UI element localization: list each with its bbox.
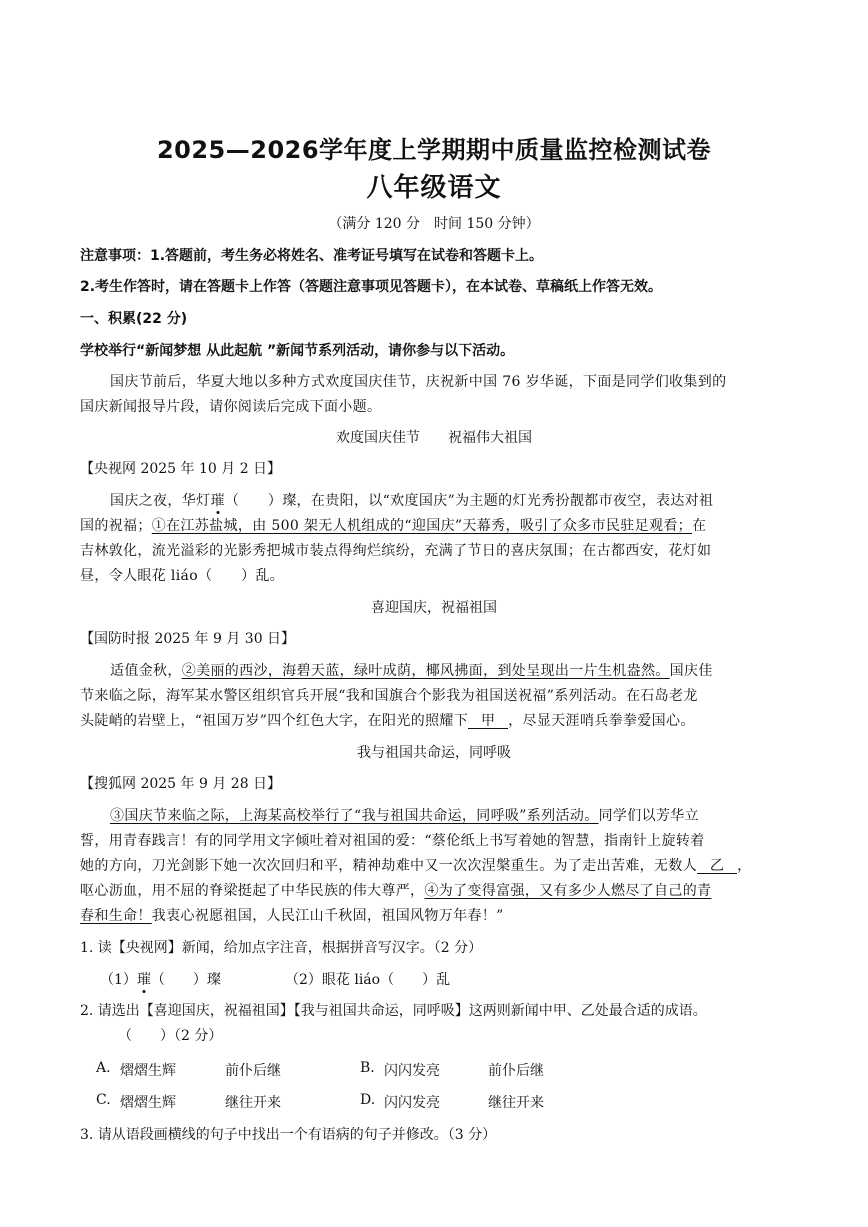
q1-part-2: （2）眼花 liáo（ ）乱 bbox=[285, 972, 451, 988]
q2-option-c[interactable]: C. bbox=[96, 1092, 111, 1108]
q2-option-c-word1: 熠熠生辉 bbox=[120, 1095, 176, 1111]
section-heading: 一、积累(22 分) bbox=[80, 311, 188, 327]
q2-option-d[interactable]: D. bbox=[360, 1092, 376, 1108]
intro-line-2: 国庆新闻报导片段，请你阅读后完成下面小题。 bbox=[80, 399, 382, 415]
q2-option-b-word1: 闪闪发亮 bbox=[384, 1063, 440, 1079]
intro-line-1: 国庆节前后，华夏大地以多种方式欢度国庆佳节，庆祝新中国 76 岁华诞，下面是同学们收集到的 bbox=[110, 374, 727, 390]
news2-source: 【国防时报 2025 年 9 月 30 日】 bbox=[80, 631, 296, 647]
news3-source: 【搜狐网 2025 年 9 月 28 日】 bbox=[80, 776, 282, 792]
q2-stem: 2. 请选出【喜迎国庆，祝福祖国】【我与祖国共命运，同呼吸】这两则新闻中甲、乙处最合适的成语。 bbox=[80, 1003, 707, 1019]
activity-intro: 学校举行“新闻梦想 从此起航 ”新闻节系列活动，请你参与以下活动。 bbox=[80, 343, 515, 359]
news3-line-1: ③国庆节来临之际，上海某高校举行了“我与祖国共命运，同呼吸”系列活动。同学们以芳华立 bbox=[110, 808, 700, 824]
underlined-sentence-3: ③国庆节来临之际，上海某高校举行了“我与祖国共命运，同呼吸”系列活动。 bbox=[110, 808, 599, 824]
q2-stem-cont: （ ）（2 分） bbox=[118, 1028, 223, 1044]
blank-jia: 甲 bbox=[468, 714, 508, 729]
dotted-char: 璀 bbox=[136, 972, 151, 988]
news3-line-3: 她的方向，刀光剑影下她一次次回归和平，精神劫难中又一次次涅槃重生。为了走出苦难，无数人 乙 ， bbox=[80, 858, 752, 874]
news3-line-4: 呕心沥血，用不屈的脊梁挺起了中华民族的伟大尊严，④为了变得富强，又有多少人燃尽了自己的青 bbox=[80, 883, 712, 899]
q2-option-c-word2: 继往开来 bbox=[225, 1095, 281, 1111]
news3-line-2: 誓，用青春践言！有的同学用文字倾吐着对祖国的爱：“蔡伦纸上书写着她的智慧，指南针上旋转着 bbox=[80, 833, 705, 849]
underlined-sentence-4: ④为了变得富强，又有多少人燃尽了自己的青 bbox=[424, 883, 712, 899]
q1-part-1: （1）璀（ ）璨 bbox=[100, 972, 221, 988]
blank-yi: 乙 bbox=[697, 859, 737, 874]
q2-option-a-word2: 前仆后继 bbox=[225, 1063, 281, 1079]
exam-info: （满分 120 分 时间 150 分钟） bbox=[328, 216, 540, 232]
exam-title: 2025—2026学年度上学期期中质量监控检测试卷 bbox=[156, 136, 712, 164]
news2-line-3: 头陡峭的岩壁上，“祖国万岁”四个红色大字，在阳光的照耀下 甲 ，尽显天涯哨兵拳拳爱国心。 bbox=[80, 713, 695, 729]
news3-headline: 我与祖国共命运，同呼吸 bbox=[357, 745, 511, 761]
news1-headline: 欢度国庆佳节 祝福伟大祖国 bbox=[336, 430, 532, 446]
news1-line-3: 吉林敦化，流光溢彩的光影秀把城市装点得绚烂缤纷，充满了节日的喜庆氛围；在古都西安，花灯如 bbox=[80, 543, 712, 559]
dotted-char: 璀 bbox=[210, 493, 225, 509]
notice-line-1: 注意事项：1.答题前，考生务必将姓名、准考证号填写在试卷和答题卡上。 bbox=[80, 248, 544, 264]
q2-option-b-word2: 前仆后继 bbox=[488, 1063, 544, 1079]
news1-line-1: 国庆之夜，华灯璀（ ）璨，在贵阳，以“欢度国庆”为主题的灯光秀扮靓都市夜空，表达对祖 bbox=[110, 493, 714, 509]
news3-line-5: 春和生命！我衷心祝愿祖国，人民江山千秋固，祖国风物万年春！” bbox=[80, 908, 504, 924]
underlined-sentence-4-cont: 春和生命！ bbox=[80, 908, 152, 924]
q2-option-d-word1: 闪闪发亮 bbox=[384, 1095, 440, 1111]
q3-stem: 3. 请从语段画横线的句子中找出一个有语病的句子并修改。（3 分） bbox=[80, 1127, 497, 1143]
news1-line-4: 昼，令人眼花 liáo（ ）乱。 bbox=[80, 568, 285, 584]
news1-line-2: 国的祝福；①在江苏盐城，由 500 架无人机组成的“迎国庆”天幕秀，吸引了众多市民驻足观看；在 bbox=[80, 518, 707, 534]
notice-line-2: 2.考生作答时，请在答题卡上作答（答题注意事项见答题卡），在本试卷、草稿纸上作答无效。 bbox=[80, 279, 663, 295]
q1-stem: 1. 读【央视网】新闻，给加点字注音，根据拼音写汉字。（2 分） bbox=[80, 940, 483, 956]
news2-line-2: 节来临之际，海军某水警区组织官兵开展“我和国旗合个影我为祖国送祝福”系列活动。在石岛老龙 bbox=[80, 688, 698, 704]
q2-option-b[interactable]: B. bbox=[360, 1060, 375, 1076]
news1-source: 【央视网 2025 年 10 月 2 日】 bbox=[80, 461, 282, 477]
underlined-sentence-1: ①在江苏盐城，由 500 架无人机组成的“迎国庆”天幕秀，吸引了众多市民驻足观看； bbox=[151, 518, 693, 534]
q2-option-a[interactable]: A. bbox=[96, 1060, 111, 1076]
exam-subject: 八年级语文 bbox=[366, 173, 502, 203]
q2-option-d-word2: 继往开来 bbox=[488, 1095, 544, 1111]
underlined-sentence-2: ②美丽的西沙，海碧天蓝，绿叶成荫，椰风拂面，到处呈现出一片生机盎然。 bbox=[181, 663, 670, 679]
q2-option-a-word1: 熠熠生辉 bbox=[120, 1063, 176, 1079]
news2-headline: 喜迎国庆，祝福祖国 bbox=[371, 600, 497, 616]
news2-line-1: 适值金秋，②美丽的西沙，海碧天蓝，绿叶成荫，椰风拂面，到处呈现出一片生机盎然。国庆佳 bbox=[110, 663, 713, 679]
